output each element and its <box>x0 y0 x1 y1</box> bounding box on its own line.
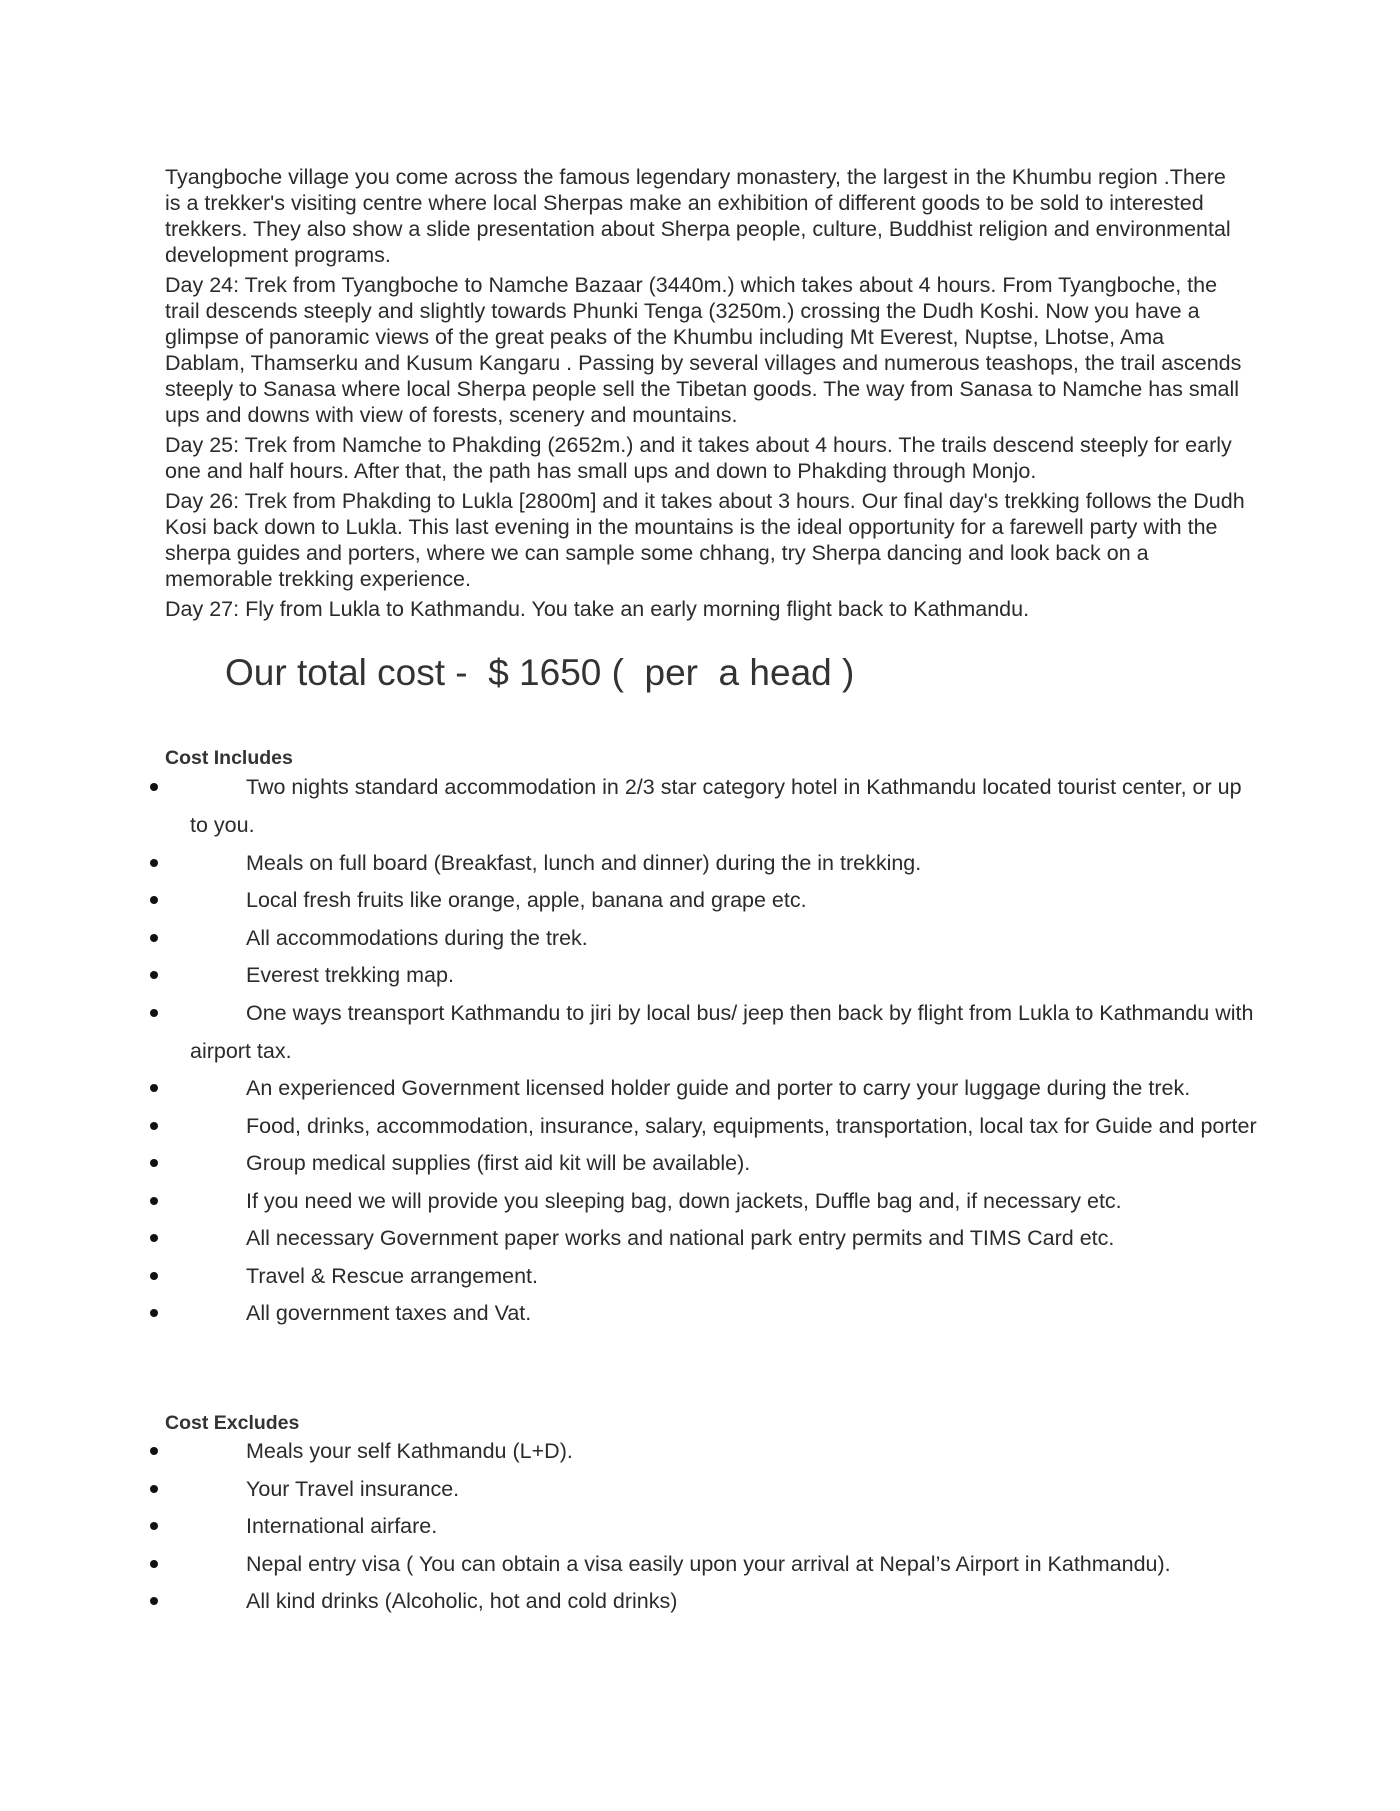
list-item: All necessary Government paper works and national park entry permits and TIMS Card etc. <box>150 1219 1260 1257</box>
bullet-icon <box>150 1597 158 1605</box>
bullet-icon <box>150 1485 158 1493</box>
list-item: All accommodations during the trek. <box>150 919 1260 957</box>
list-item: Nepal entry visa ( You can obtain a visa easily upon your arrival at Nepal’s Airport in Kathmandu). <box>150 1545 1260 1583</box>
itinerary-day-27: Day 27: Fly from Lukla to Kathmandu. You take an early morning flight back to Kathmandu. <box>165 597 1030 621</box>
bullet-icon <box>150 971 158 979</box>
bullet-icon <box>150 1084 158 1092</box>
bullet-icon <box>150 1159 158 1167</box>
list-item: Travel & Rescue arrangement. <box>150 1257 1260 1295</box>
bullet-icon <box>150 1522 158 1530</box>
bullet-icon <box>150 783 158 791</box>
list-item: Meals your self Kathmandu (L+D). <box>150 1432 1260 1470</box>
list-item: Your Travel insurance. <box>150 1470 1260 1508</box>
cost-excludes-list <box>150 1432 1260 1620</box>
itinerary-day-24: Day 24: Trek from Tyangboche to Namche Bazaar (3440m.) which takes about 4 hours. From Tyangboche, the trail descends steeply and slightly towards Phunki Tenga (3250m.) crossing the Dudh Koshi. Now you have a glimpse of panoramic views of the great peaks of the Khumbu including Mt Everest, Nuptse, Lhotse, Ama Dablam, Thamserku and Kusum Kangaru . Passing by several villages and numerous teashops, the trail ascends steeply to Sanasa where local Sherpa people sell the Tibetan goods. The way from Sanasa to Namche has small ups and downs with view of forests, scenery and mountains. <box>165 273 1242 427</box>
bullet-icon <box>150 896 158 904</box>
bullet-icon <box>150 1122 158 1130</box>
cost-includes-heading: Cost Includes <box>165 747 293 769</box>
list-item: All kind drinks (Alcoholic, hot and cold drinks) <box>150 1582 1260 1620</box>
list-item: An experienced Government licensed holder guide and porter to carry your luggage during the trek. <box>150 1069 1260 1107</box>
cost-excludes-heading: Cost Excludes <box>165 1412 300 1434</box>
bullet-icon <box>150 859 158 867</box>
list-item: All government taxes and Vat. <box>150 1294 1260 1332</box>
total-cost-heading: Our total cost - $ 1650 ( per a head ) <box>225 652 855 693</box>
bullet-icon <box>150 1309 158 1317</box>
bullet-icon <box>150 934 158 942</box>
bullet-icon <box>150 1447 158 1455</box>
list-item: One ways treansport Kathmandu to jiri by local bus/ jeep then back by flight from Lukla to Kathmandu with airport tax. <box>150 994 1260 1070</box>
list-item: International airfare. <box>150 1507 1260 1545</box>
list-item: Meals on full board (Breakfast, lunch and dinner) during the in trekking. <box>150 844 1260 882</box>
cost-includes-list <box>150 768 1260 1332</box>
bullet-icon <box>150 1197 158 1205</box>
list-item: Group medical supplies (first aid kit will be available). <box>150 1144 1260 1182</box>
bullet-icon <box>150 1009 158 1017</box>
itinerary-intro-paragraph: Tyangboche village you come across the famous legendary monastery, the largest in the Khumbu region .There is a trekker's visiting centre where local Sherpas make an exhibition of different goods to be sold to interested trekkers. They also show a slide presentation about Sherpa people, culture, Buddhist religion and environmental development programs. <box>165 165 1231 267</box>
bullet-icon <box>150 1234 158 1242</box>
bullet-icon <box>150 1560 158 1568</box>
list-item: Everest trekking map. <box>150 956 1260 994</box>
list-item: If you need we will provide you sleeping bag, down jackets, Duffle bag and, if necessary etc. <box>150 1182 1260 1220</box>
itinerary-day-25: Day 25: Trek from Namche to Phakding (2652m.) and it takes about 4 hours. The trails descend steeply for early one and half hours. After that, the path has small ups and down to Phakding through Monjo. <box>165 433 1232 483</box>
list-item: Local fresh fruits like orange, apple, banana and grape etc. <box>150 881 1260 919</box>
bullet-icon <box>150 1272 158 1280</box>
list-item: Two nights standard accommodation in 2/3 star category hotel in Kathmandu located tourist center, or up to you. <box>150 768 1260 844</box>
itinerary-text <box>165 164 1245 626</box>
list-item: Food, drinks, accommodation, insurance, salary, equipments, transportation, local tax for Guide and porter <box>150 1107 1260 1145</box>
itinerary-day-26: Day 26: Trek from Phakding to Lukla [2800m] and it takes about 3 hours. Our final day's trekking follows the Dudh Kosi back down to Lukla. This last evening in the mountains is the ideal opportunity for a farewell party with the sherpa guides and porters, where we can sample some chhang, try Sherpa dancing and look back on a memorable trekking experience. <box>165 489 1245 591</box>
